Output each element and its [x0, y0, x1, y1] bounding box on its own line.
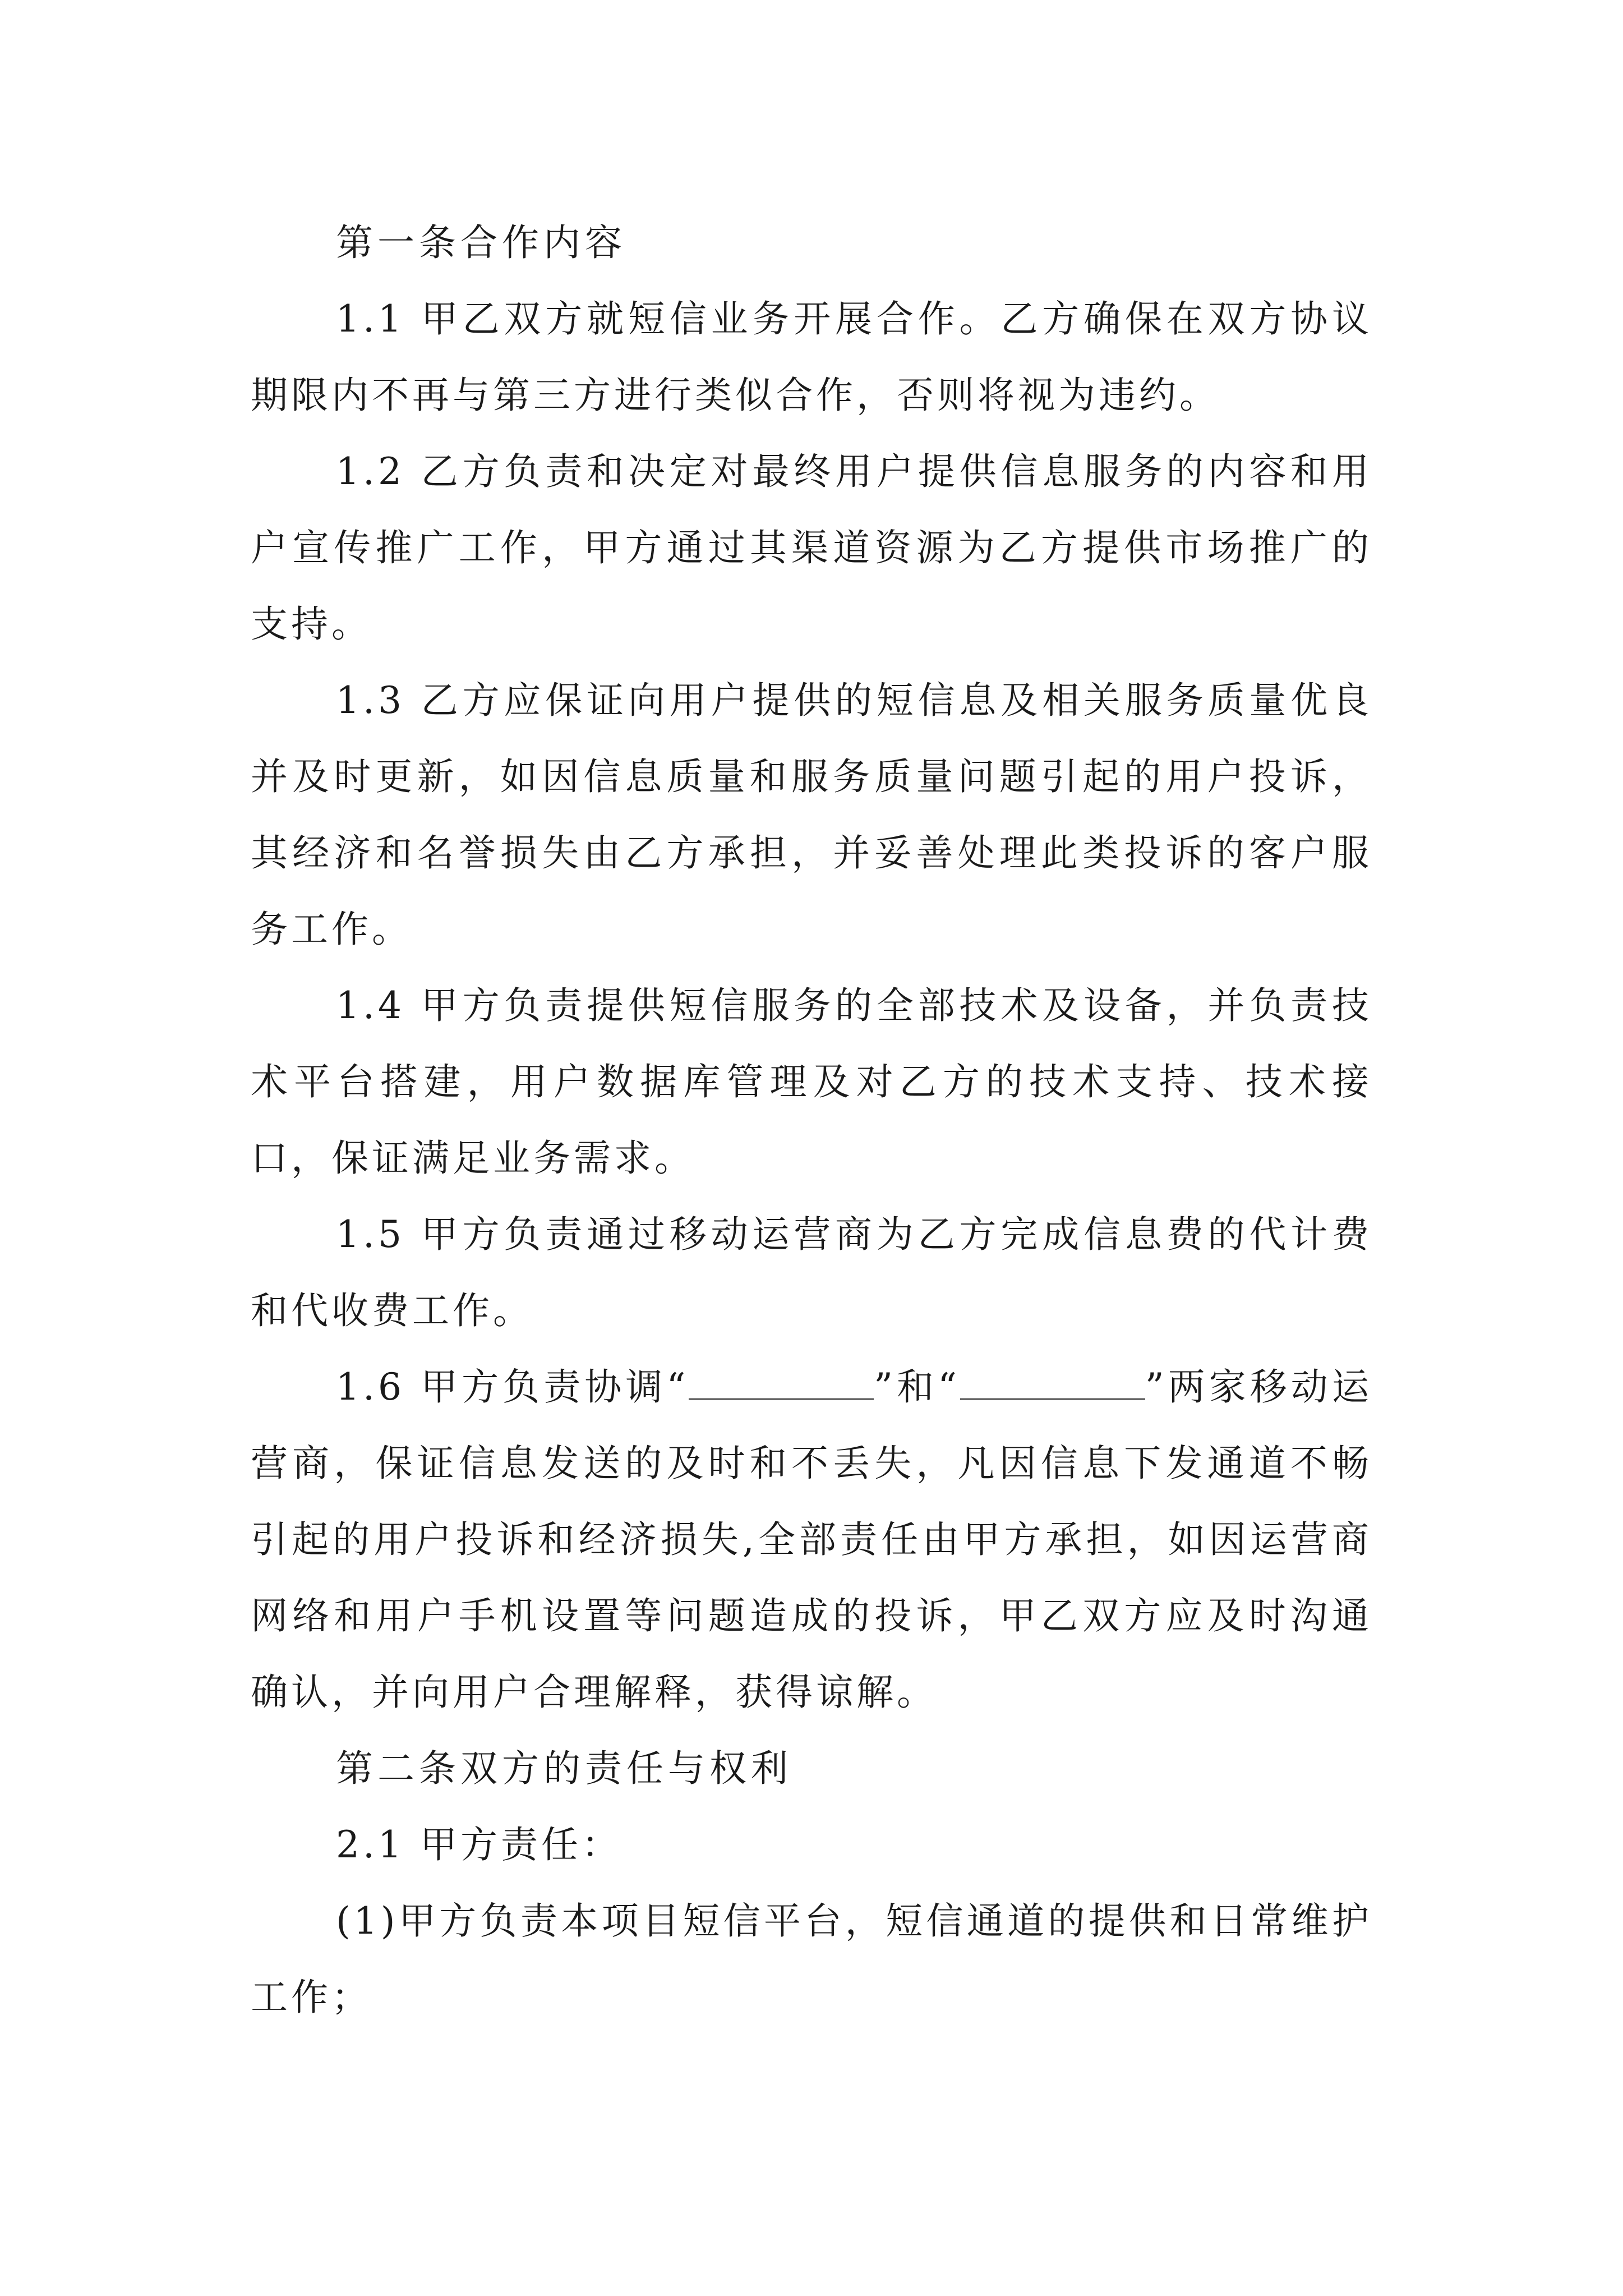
clause-1-5: 1.5 甲方负责通过移动运营商为乙方完成信息费的代计费和代收费工作。 [251, 1213, 1372, 1332]
clause-1-6-prefix: 1.6 甲方负责协调“ [336, 1365, 689, 1409]
clause-1-2: 1.2 乙方负责和决定对最终用户提供信息服务的内容和用户宣传推广工作，甲方通过其渠道资源为乙方提供市场推广的支持。 [251, 450, 1372, 646]
clause-1-6-rest: 移动运营商，保证信息发送的及时和不丢失，凡因信息下发通道不畅引起的用户投诉和经济损失,全部责任由甲方承担，如因运营商网络和用户手机设置等问题造成的投诉，甲乙双方应及时沟通确认，并向用户合理解释，获得谅解。 [251, 1365, 1373, 1714]
section-1-heading: 第一条合作内容 [336, 221, 626, 264]
blank-line-2 [960, 1365, 1145, 1400]
section-2-heading: 第二条双方的责任与权利 [336, 1747, 792, 1790]
clause-1-3: 1.3 乙方应保证向用户提供的短信息及相关服务质量优良并及时更新，如因信息质量和服务质量问题引起的用户投诉，其经济和名誉损失由乙方承担，并妥善处理此类投诉的客户服务工作。 [251, 679, 1372, 951]
document-body [251, 205, 1372, 2036]
clause-1-1: 1.1 甲乙双方就短信业务开展合作。乙方确保在双方协议期限内不再与第三方进行类似合作，否则将视为违约。 [251, 297, 1372, 417]
blank-line-1 [689, 1365, 874, 1400]
clause-2-1-item-1: (1)甲方负责本项目短信平台，短信通道的提供和日常维护工作； [251, 1899, 1372, 2019]
clause-1-6 [251, 1349, 1372, 1731]
clause-1-6-suffix: ”两家 [1145, 1365, 1250, 1409]
clause-1-4: 1.4 甲方负责提供短信服务的全部技术及设备，并负责技术平台搭建，用户数据库管理及对乙方的技术支持、技术接口，保证满足业务需求。 [251, 984, 1372, 1180]
clause-2-1-heading: 2.1 甲方责任： [336, 1823, 622, 1866]
clause-1-6-middle: ”和“ [874, 1365, 960, 1409]
